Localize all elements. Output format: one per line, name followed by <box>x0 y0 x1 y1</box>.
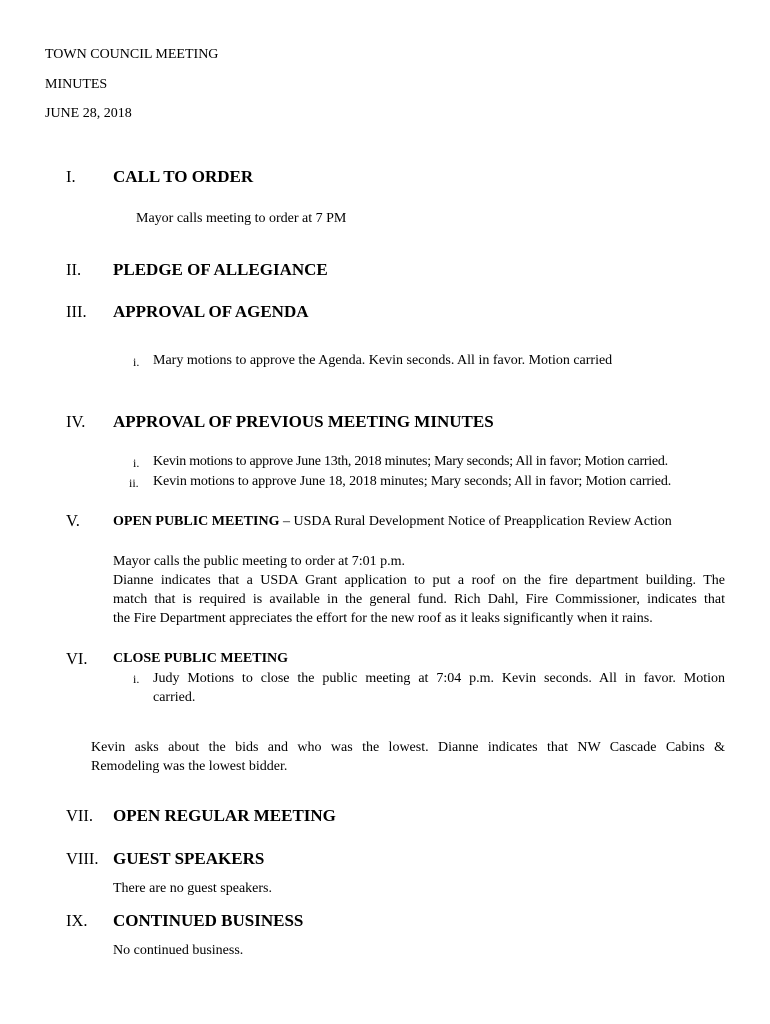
list-item: Kevin motions to approve June 13th, 2018 minutes; Mary seconds; All in favor; Motion carried. <box>153 454 668 469</box>
section-heading-label: OPEN PUBLIC MEETING <box>113 514 280 529</box>
paragraph-line: match that is required is available in the general fund. Rich Dahl, Fire Commissioner, indicates that <box>113 592 725 607</box>
section-text: Mayor calls meeting to order at 7 PM <box>136 211 347 226</box>
section-heading-guest-speakers: GUEST SPEAKERS <box>113 849 265 868</box>
doc-date: JUNE 28, 2018 <box>45 106 132 121</box>
list-item <box>153 669 725 707</box>
list-item-number: i. <box>133 456 140 470</box>
section-heading-approval-of-agenda: APPROVAL OF AGENDA <box>113 302 309 321</box>
list-item: Mary motions to approve the Agenda. Kevin seconds. All in favor. Motion carried <box>153 353 613 368</box>
section-number: VI. <box>66 649 88 668</box>
section-heading-open-public-meeting <box>113 514 672 530</box>
list-item-number: i. <box>133 672 140 686</box>
section-heading-close-public-meeting: CLOSE PUBLIC MEETING <box>113 651 289 666</box>
section-number: I. <box>66 167 76 186</box>
section-text: There are no guest speakers. <box>113 881 272 896</box>
section-number: V. <box>66 511 80 530</box>
paragraph-line: Judy Motions to close the public meeting at 7:04 p.m. Kevin seconds. All in favor. Motion <box>153 671 725 686</box>
section-heading-call-to-order: CALL TO ORDER <box>113 167 254 186</box>
doc-title: TOWN COUNCIL MEETING <box>45 47 219 62</box>
doc-subtitle: MINUTES <box>45 77 108 92</box>
section-heading-open-regular-meeting: OPEN REGULAR MEETING <box>113 806 336 825</box>
section-text: No continued business. <box>113 943 244 958</box>
section-number: VII. <box>66 806 94 825</box>
bids-paragraph <box>91 738 725 776</box>
paragraph-line: the Fire Department appreciates the effort for the new roof as it leaks significantly when it rains. <box>113 611 653 626</box>
list-item-number: ii. <box>129 476 139 490</box>
paragraph-line: Mayor calls the public meeting to order at 7:01 p.m. <box>113 554 405 569</box>
paragraph-line: Kevin asks about the bids and who was the lowest. Dianne indicates that NW Cascade Cabins & <box>91 740 725 755</box>
list-item-number: i. <box>133 355 140 369</box>
section-number: II. <box>66 260 82 279</box>
section-number: IX. <box>66 911 88 930</box>
paragraph-line: Dianne indicates that a USDA Grant application to put a roof on the fire department building. The <box>113 573 725 588</box>
section-heading-detail: – USDA Rural Development Notice of Preapplication Review Action <box>279 514 672 529</box>
section-heading-previous-minutes: APPROVAL OF PREVIOUS MEETING MINUTES <box>113 412 494 431</box>
section-number: III. <box>66 302 87 321</box>
paragraph-line: Remodeling was the lowest bidder. <box>91 759 288 774</box>
public-meeting-paragraph <box>113 552 725 628</box>
list-item: Kevin motions to approve June 18, 2018 minutes; Mary seconds; All in favor; Motion carried. <box>153 474 672 489</box>
section-heading-continued-business: CONTINUED BUSINESS <box>113 911 304 930</box>
section-heading-pledge: PLEDGE OF ALLEGIANCE <box>113 260 328 279</box>
paragraph-line: carried. <box>153 690 196 705</box>
section-number: IV. <box>66 412 86 431</box>
section-number: VIII. <box>66 849 99 868</box>
